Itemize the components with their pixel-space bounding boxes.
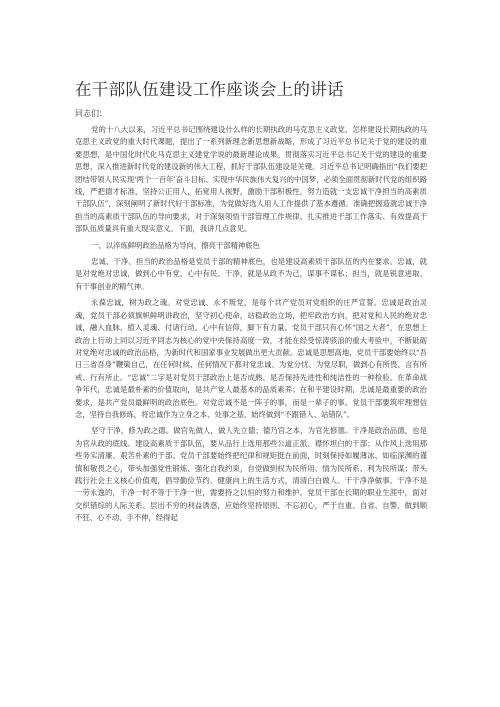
paragraph-intro: 党的十八大以来，习近平总书记围绕建设什么样的长期执政的马克思主义政党、怎样建设长期执政的马克思主义政党的重大时代课题，提出了一系列新理念新思想新战略，形成了习近平总书记关于党的建设的重要思想，是中国化时代化马克思主义建党学说的最新理论成果。贯彻落实习近平总书记关于党的建设的重要思想，深入推进新时代党的建设新的伟大工程，抓好干部队伍建设是关键。习近平总书记明确指出“我们要把团结带领人民实现‘两个一百年’奋斗目标、实现中华民族伟大复兴的中国梦，必须全面贯彻新时代党的组织路线，严把德才标准，坚持公正用人，拓宽用人视野，激励干部积极性，努力造就一支忠诚干净担当的高素质干部队伍”，深刻阐明了新时代好干部标准，为党做好选人用人工作提供了基本遵循。准确把握造就忠诚干净担当的高素质干部队伍的导向要求，对于深刻领悟干部管理工作规律、扎实推进干部工作落实、有效提高干部队伍质量具有重大现实意义。下面，我讲几点意见。	[75, 125, 427, 234]
salutation: 同志们：	[75, 109, 107, 118]
paragraph-political-character: 忠诚、干净、担当的政治品格是党员干部的精神底色，也是建设高素质干部队伍的内在要求。忠诚，就是对党绝对忠诚，做到心中有党、心中有民、干净，就是从政不为己，谋事不谋私；担当，就是锐意进取、有干事创业的精气神。	[75, 257, 427, 291]
document-body	[75, 124, 427, 529]
paragraph-integrity: 坚守干净，修为政之德。做官先做人，做人先立德；德乃官之本，为官先修德。干净是政治品德，也是为官从政的底线。建设高素质干部队伍，要从品行上选用那些公道正派、襟怀坦白的干部；从作风上选用那些务实清廉、艰苦朴素的干部。党员干部要始终把纪律和规矩挺在前面，时刻保持如履薄冰、如临深渊的谨慎和敬畏之心，带头加强党性锻炼、强化自我约束，自觉做到权为民所用、情为民所系、利为民所谋；带头践行社会主义核心价值观，倡导勤俭节约、健康向上的生活方式，清清白白做人、干干净净做事。干净不是一劳永逸的，干净一时不等于干净一世，需要持之以恒的努力和维护。党员干部在长期的职业生涯中，面对交织错综的人际关系、层出不穷的利益诱惑，应始终坚持原则、不忘初心，严于自重、自省、自警，做到顺不狂、心不动、手不伸，经得起	[75, 426, 427, 523]
paragraph-loyalty: 永葆忠诚，树为政之魂。对党忠诚、永不叛党，是每个共产党员对党组织的庄严宣誓。忠诚是政治灵魂，党员干部必须旗帜鲜明讲政治，坚守初心使命，站稳政治立场，把牢政治方向，把对党和人民的绝对忠诚，融入血脉、植入灵魂、付诸行动。心中有信仰，脚下有力量。党员干部只有心怀“国之大者”，在思想上政治上行动上同以习近平同志为核心的党中央保持高度一致，才能在经受惊涛骇浪的重大考验中，不断砥砺对党绝对忠诚的政治品格，为新时代和国家事业发展做出更大贡献。忠诚是思想高地，党员干部要始终以“吾日三省吾身”鞭策自己，在任何时候、任何情况下都对党忠诚、为党分忧、为党尽职，做到心有所畏、言有所戒、行有所止。“忠诚”二字是对党员干部政治上是否成熟、是否保持先进性和纯洁性的一种检验。在革命战争年代，忠诚是最朴素的价值取向，是共产党人最基本的品质素养；在和平建设时期，忠诚是最重要的政治要求，是共产党员最鲜明的政治底色。对党忠诚不是一阵子的事，而是一辈子的事。党员干部要筑牢理想信念，坚持自我修炼，将忠诚作为立身之本、处事之基，始终做到“不跟错人、站错队”。	[75, 298, 427, 419]
document-title: 在干部队伍建设工作座谈会上的讲话	[75, 80, 344, 99]
section-heading-1: 一、以淬炼鲜明政治品格为导向，擦亮干部精神底色	[91, 240, 260, 250]
